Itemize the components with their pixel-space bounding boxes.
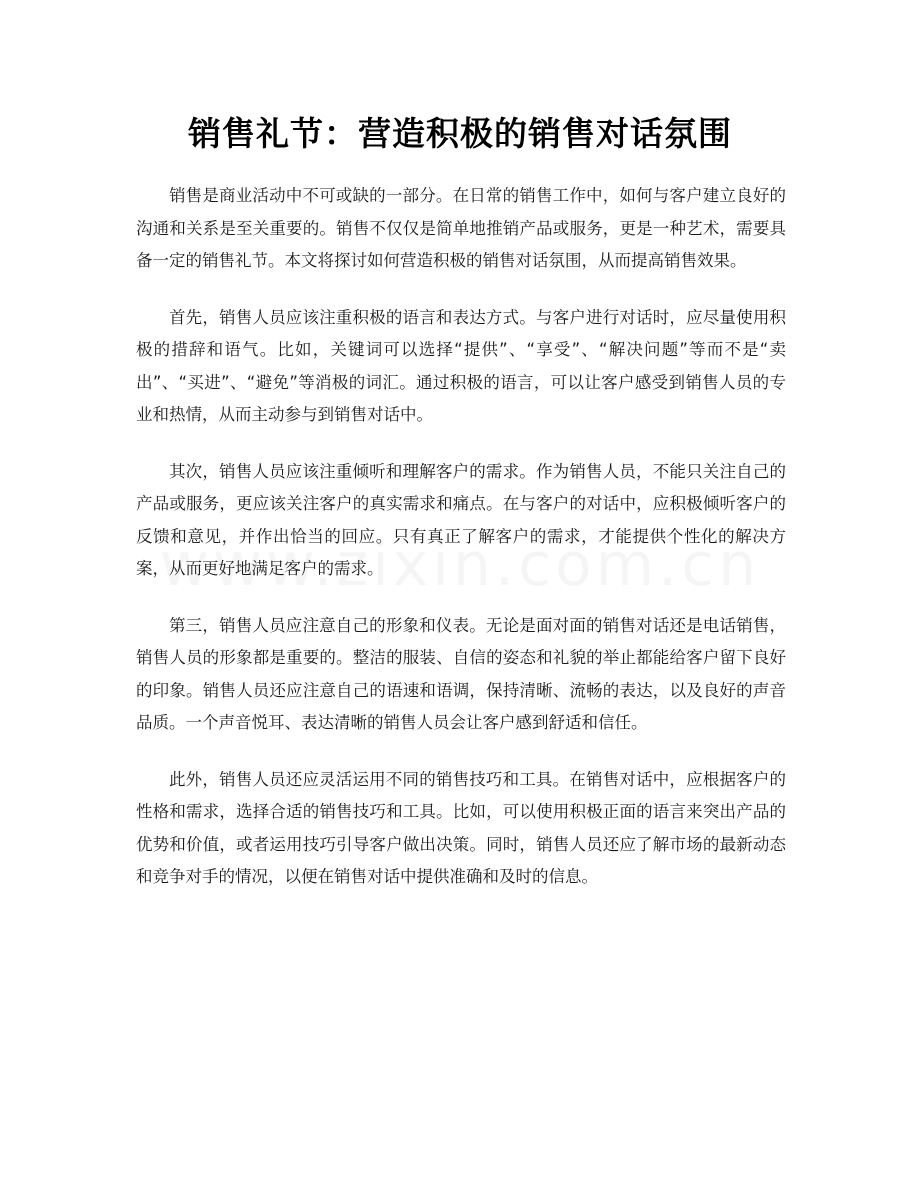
paragraph-2: 首先，销售人员应该注重积极的语言和表达方式。与客户进行对话时，应尽量使用积极的措辞和语气。比如，关键词可以选择“提供”、“享受”、“解决问题”等而不是“卖出”、“买进”、“避免”等消极的词汇。通过积极的语言，可以让客户感受到销售人员的专业和热情，从而主动参与到销售对话中。: [136, 307, 786, 424]
paragraph-5: 此外，销售人员还应灵活运用不同的销售技巧和工具。在销售对话中，应根据客户的性格和需求，选择合适的销售技巧和工具。比如，可以使用积极正面的语言来突出产品的优势和价值，或者运用技巧引导客户做出决策。同时，销售人员还应了解市场的最新动态和竞争对手的情况，以便在销售对话中提供准确和及时的信息。: [136, 769, 786, 886]
document-title: 销售礼节：营造积极的销售对话氛围: [188, 114, 732, 153]
paragraph-4: 第三，销售人员应注意自己的形象和仪表。无论是面对面的销售对话还是电话销售，销售人员的形象都是重要的。整洁的服装、自信的姿态和礼貌的举止都能给客户留下良好的印象。销售人员还应注意自己的语速和语调，保持清晰、流畅的表达，以及良好的声音品质。一个声音悦耳、表达清晰的销售人员会让客户感到舒适和信任。: [136, 615, 786, 732]
paragraph-1: 销售是商业活动中不可或缺的一部分。在日常的销售工作中，如何与客户建立良好的沟通和关系是至关重要的。销售不仅仅是简单地推销产品或服务，更是一种艺术，需要具备一定的销售礼节。本文将探讨如何营造积极的销售对话氛围，从而提高销售效果。: [136, 186, 786, 270]
document-body: [136, 180, 786, 918]
paragraph-3: 其次，销售人员应该注重倾听和理解客户的需求。作为销售人员，不能只关注自己的产品或服务，更应该关注客户的真实需求和痛点。在与客户的对话中，应积极倾听客户的反馈和意见，并作出恰当的回应。只有真正了解客户的需求，才能提供个性化的解决方案，从而更好地满足客户的需求。: [136, 461, 786, 578]
